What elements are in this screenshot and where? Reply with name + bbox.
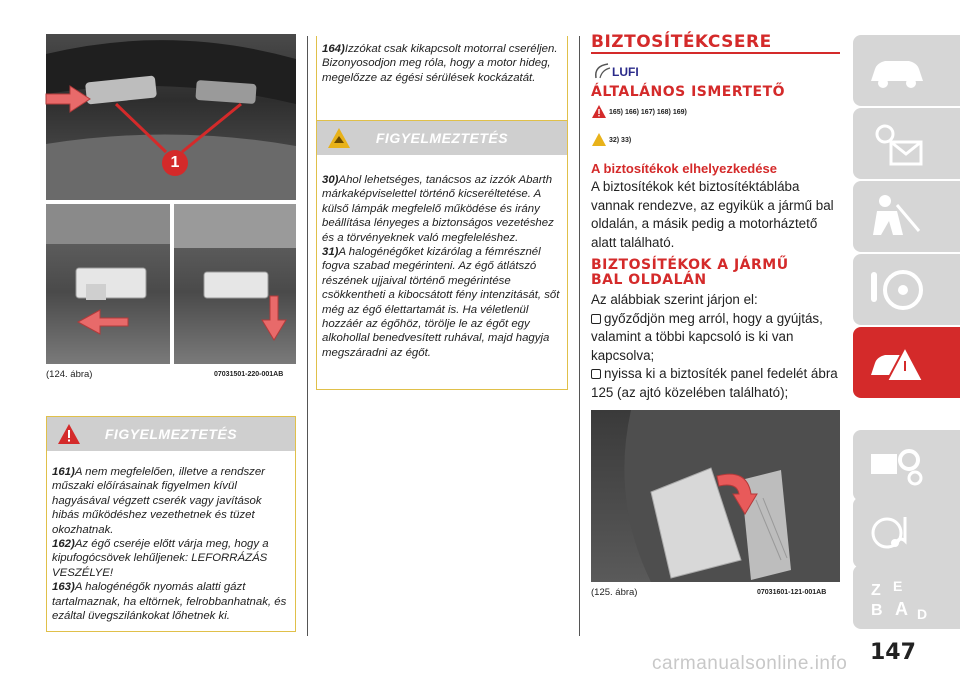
figure-125-caption: (125. ábra): [591, 587, 638, 598]
warning-box-2: [316, 120, 568, 390]
watermark: carmanualsonline.info: [652, 653, 848, 674]
figure-124-main-photo: [46, 34, 296, 200]
figure-124-caption: (124. ábra): [46, 369, 93, 380]
warning-item: 31)A halogénégőket kizárólag a fémrésznél fogva szabad megérinteni. Az égő átlátszó részének ujjaival történő megérintése csökkentheti a kibocsátott fény intenzitását, sőt még az égő élettartamát is. Ha véletlenül hozzáér az égőhöz, törölje le az égőt egy alkohollal benedvesített ruhával, majd hagyja megszáradni az égőt.: [322, 246, 560, 359]
safety-icon: [867, 191, 927, 241]
arrow-left-icon: [78, 310, 128, 334]
svg-text:Z: Z: [871, 582, 881, 599]
step-item: nyissa ki a biztosíték panel fedelét ábra 125 (az ajtó közelében található);: [591, 366, 838, 400]
svg-text:E: E: [893, 578, 903, 594]
danger-icon: [591, 104, 607, 119]
figure-124-right-photo: [174, 204, 296, 364]
tab-car[interactable]: [853, 35, 960, 106]
bulb-detach-illustration: [174, 204, 296, 364]
overview-title: ÁLTALÁNOS ISMERTETŐ: [591, 84, 786, 100]
column-divider: [579, 36, 580, 636]
arrow-down-icon: [262, 296, 286, 340]
caution-icon: [327, 127, 351, 149]
svg-text:A: A: [895, 599, 908, 619]
warning-continued-box: [316, 36, 568, 122]
svg-text:D: D: [917, 606, 928, 622]
index-icon: [867, 575, 947, 625]
warning-text-2: [317, 169, 567, 364]
steering-wheel-icon: [867, 264, 927, 314]
tab-index[interactable]: [853, 565, 960, 629]
danger-references: 165) 166) 167) 168) 169): [609, 109, 687, 116]
figure-125-photo: [591, 410, 840, 582]
maintenance-icon: [867, 440, 927, 490]
tab-maintenance[interactable]: [853, 430, 960, 501]
figure-124-left-photo: [46, 204, 170, 364]
page-number: 147: [870, 640, 916, 665]
figure-124-code: 07031501-220-001AB: [214, 371, 284, 378]
warning-item: 30)Ahol lehetséges, tanácsos az izzók Abarth márkaképviselettel történő kicseréltetése. A külső lámpák megfelelő működése és irány beállítása lényeges a biztonságos vezetéshez és a törvényeknek való megfeleléshez.: [322, 174, 554, 244]
warning-item: 162)Az égő cseréje előtt várja meg, hogy a kipufogócsövek lehűljenek: LEFORRÁZÁS VESZÉLYE!: [52, 538, 269, 579]
location-title: A biztosítékok elhelyezkedése: [591, 161, 777, 176]
step-item: győződjön meg arról, hogy a gyújtás, valamint a többi kapcsoló is ki van kapcsolva;: [591, 310, 823, 363]
bulb-removal-illustration: [46, 204, 170, 364]
warning-header-2: [317, 121, 567, 155]
danger-icon: [57, 423, 81, 445]
tab-driving[interactable]: [853, 254, 960, 325]
rotate-arrow-icon: [707, 468, 757, 522]
svg-text:B: B: [871, 602, 883, 619]
callout-badge: 1: [162, 150, 188, 176]
svg-text:LUFI: LUFI: [612, 65, 639, 79]
arrow-right-icon: [46, 86, 90, 112]
column-divider: [307, 36, 308, 636]
car-icon: [867, 45, 927, 95]
section-title: BIZTOSÍTÉKCSERE: [591, 32, 772, 52]
warning-item: 164)Izzókat csak kikapcsolt motorral cseréljen. Bizonyosodjon meg róla, hogy a motor hideg, megelőzze az égési sérülések kockázatát.: [322, 43, 558, 84]
warning-title-2: FIGYELMEZTETÉS: [375, 130, 509, 146]
warning-item: 161)A nem megfelelően, illetve a rendszer műszaki előírásainak figyelmen kívül hagyásával végzett cserék vagy javítások hibás működéshez vezethetnek és tüzet okozhatnak.: [52, 466, 265, 536]
warning-box-1: [46, 416, 296, 632]
tab-safety[interactable]: [853, 181, 960, 252]
location-text: A biztosítékok két biztosítéktáblába vannak rendezve, az egyikük a jármű bal oldalán, a másik pedig a motorháztető alatt található.: [591, 179, 834, 250]
caution-references: 32) 33): [609, 137, 632, 144]
steps-intro: Az alábbiak szerint járjon el:: [591, 292, 758, 307]
caution-icon: [591, 132, 607, 147]
tab-multimedia[interactable]: [853, 497, 960, 568]
dashboard-lights-icon: [867, 118, 927, 168]
checkbox-icon: [591, 314, 601, 324]
tab-dashboard[interactable]: [853, 108, 960, 179]
warning-header-1: [47, 417, 295, 451]
eco-icon: [592, 60, 639, 82]
warning-text-1: [47, 461, 295, 627]
emergency-icon: [867, 337, 927, 387]
tab-emergency[interactable]: [853, 327, 960, 398]
checkbox-icon: [591, 369, 601, 379]
warning-title-1: FIGYELMEZTETÉS: [104, 426, 238, 442]
multimedia-icon: [867, 507, 927, 557]
left-side-title: BIZTOSÍTÉKOK A JÁRMŰ BAL OLDALÁN: [591, 257, 789, 288]
warning-item: 163)A halogénégők nyomás alatti gázt tartalmaznak, ha eltörnek, felrobbanhatnak, és ezáltal üvegszilánkokat lőhetnek ki.: [52, 581, 287, 623]
figure-125-code: 07031601-121-001AB: [757, 589, 827, 596]
steps-block: [591, 291, 841, 402]
section-title-underline: [591, 52, 840, 54]
